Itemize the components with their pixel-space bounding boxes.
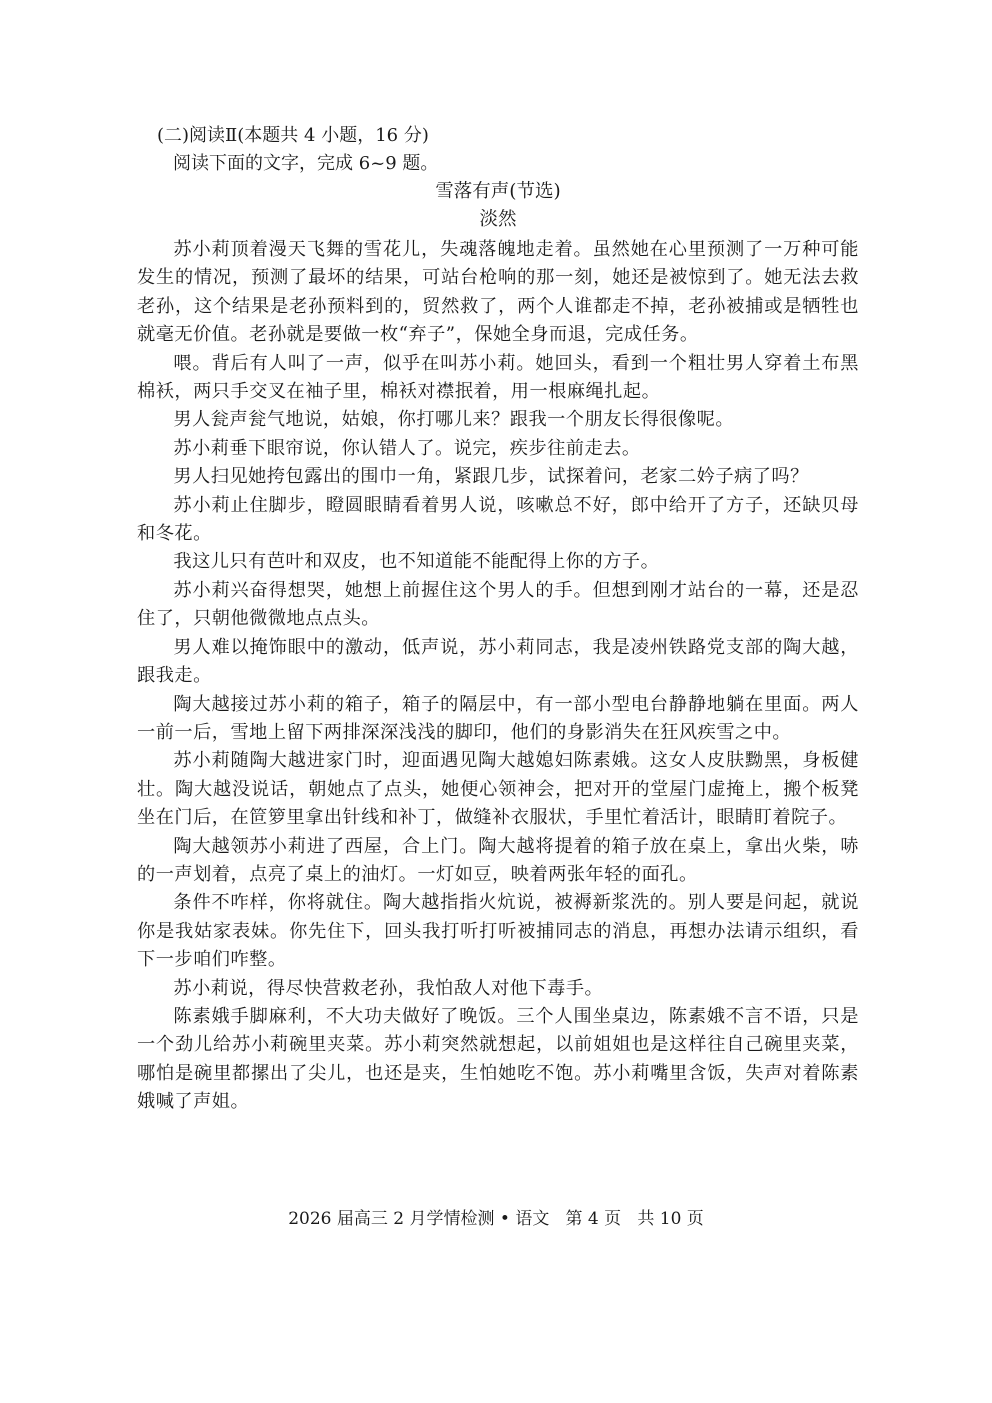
section-header: (二)阅读Ⅱ(本题共 4 小题，16 分) — [157, 125, 429, 146]
paragraph: 苏小莉说，得尽快营救老孙，我怕敌人对他下毒手。 — [173, 977, 604, 999]
paragraph: 男人难以掩饰眼中的激动，低声说，苏小莉同志，我是凌州铁路党支部的陶大越，跟我走。 — [137, 636, 859, 687]
page-footer: 2026 届高三 2 月学情检测 • 语文 第 4 页 共 10 页 — [288, 1209, 704, 1229]
paragraph: 苏小莉止住脚步，瞪圆眼睛看着男人说，咳嗽总不好，郎中给开了方子，还缺贝母和冬花。 — [137, 494, 859, 545]
paragraph: 男人扫见她挎包露出的围巾一角，紧跟几步，试探着问，老家二妗子病了吗？ — [173, 466, 809, 488]
article-title: 雪落有声(节选) — [435, 181, 561, 202]
paragraph: 条件不咋样，你将就住。陶大越指指火炕说，被褥新浆洗的。别人要是问起，就说你是我姑家表妹。你先住下，回头我打听打听被捕同志的消息，再想办法请示组织，看下一步咱们咋整。 — [137, 892, 859, 971]
article-body — [137, 236, 859, 1117]
paragraph: 陈素娥手脚麻利，不大功夫做好了晚饭。三个人围坐桌边，陈素娥不言不语，只是一个劲儿给苏小莉碗里夹菜。苏小莉突然就想起，以前姐姐也是这样往自己碗里夹菜，哪怕是碗里都摞出了尖儿，也还是夹，生怕她吃不饱。苏小莉嘴里含饭，失声对着陈素娥喊了声姐。 — [137, 1005, 859, 1113]
paragraph: 苏小莉兴奋得想哭，她想上前握住这个男人的手。但想到刚才站台的一幕，还是忍住了，只朝他微微地点点头。 — [137, 579, 859, 630]
paragraph: 喂。背后有人叫了一声，似乎在叫苏小莉。她回头，看到一个粗壮男人穿着土布黑棉袄，两只手交叉在袖子里，棉袄对襟抿着，用一根麻绳扎起。 — [137, 352, 859, 403]
paragraph: 陶大越领苏小莉进了西屋，合上门。陶大越将提着的箱子放在桌上，拿出火柴，哧的一声划着，点亮了桌上的油灯。一灯如豆，映着两张年轻的面孔。 — [137, 835, 859, 885]
paragraph: 陶大越接过苏小莉的箱子，箱子的隔层中，有一部小型电台静静地躺在里面。两人一前一后，雪地上留下两排深深浅浅的脚印，他们的身影消失在狂风疾雪之中。 — [137, 693, 859, 743]
paragraph: 男人瓮声瓮气地说，姑娘，你打哪儿来？跟我一个朋友长得很像呢。 — [173, 409, 735, 431]
exam-page-body — [137, 122, 859, 1117]
paragraph: 苏小莉随陶大越进家门时，迎面遇见陶大越媳妇陈素娥。这女人皮肤黝黑，身板健壮。陶大越没说话，朝她点了点头，她便心领神会，把对开的堂屋门虚掩上，搬个板凳坐在门后，在笸箩里拿出针线和补丁，做缝补衣服状，手里忙着活计，眼睛盯着院子。 — [137, 750, 859, 829]
article-author: 淡然 — [479, 209, 517, 230]
paragraph: 我这儿只有芭叶和双皮，也不知道能不能配得上你的方子。 — [173, 551, 660, 573]
instruction-text: 阅读下面的文字，完成 6~9 题。 — [173, 153, 439, 174]
paragraph: 苏小莉顶着漫天飞舞的雪花儿，失魂落魄地走着。虽然她在心里预测了一万种可能发生的情况，预测了最坏的结果，可站台枪响的那一刻，她还是被惊到了。她无法去救老孙，这个结果是老孙预料到的，贸然救了，两个人谁都走不掉，老孙被捕或是牺牲也就毫无价值。老孙就是要做一枚“弃子”，保她全身而退，完成任务。 — [137, 239, 859, 346]
paragraph: 苏小莉垂下眼帘说，你认错人了。说完，疾步往前走去。 — [173, 437, 641, 459]
